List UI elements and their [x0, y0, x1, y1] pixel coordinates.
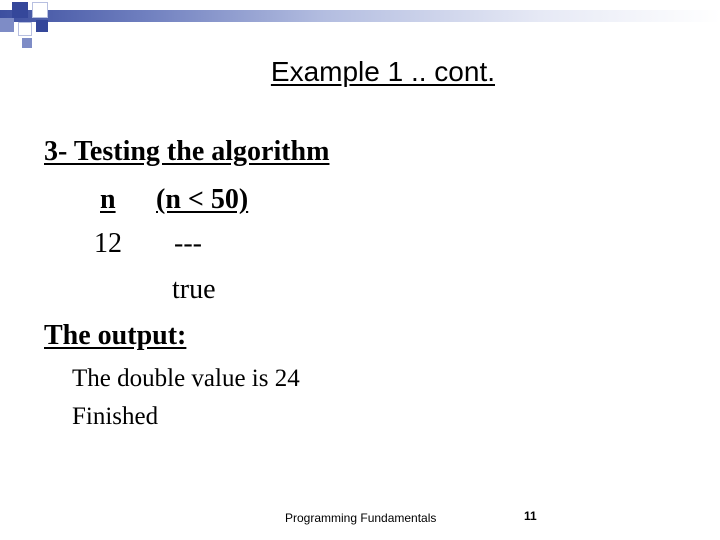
section-heading: 3- Testing the algorithm — [44, 136, 330, 167]
output-label: The output: — [44, 320, 187, 351]
slide-title: Example 1 .. cont. — [270, 56, 495, 87]
table-header-condition: (n < 50) — [156, 184, 249, 215]
output-line: Finished — [72, 403, 159, 430]
header-gradient-band — [0, 10, 720, 22]
table-header-n: n — [100, 184, 116, 215]
table-cell-condition-placeholder: --- — [174, 228, 202, 259]
page-number: 11 — [524, 509, 537, 523]
table-cell-n-value: 12 — [94, 228, 122, 259]
footer-text: Programming Fundamentals — [285, 511, 437, 525]
decorative-squares — [0, 0, 60, 48]
table-cell-condition-result: true — [172, 274, 216, 305]
output-line: The double value is 24 — [72, 365, 300, 392]
